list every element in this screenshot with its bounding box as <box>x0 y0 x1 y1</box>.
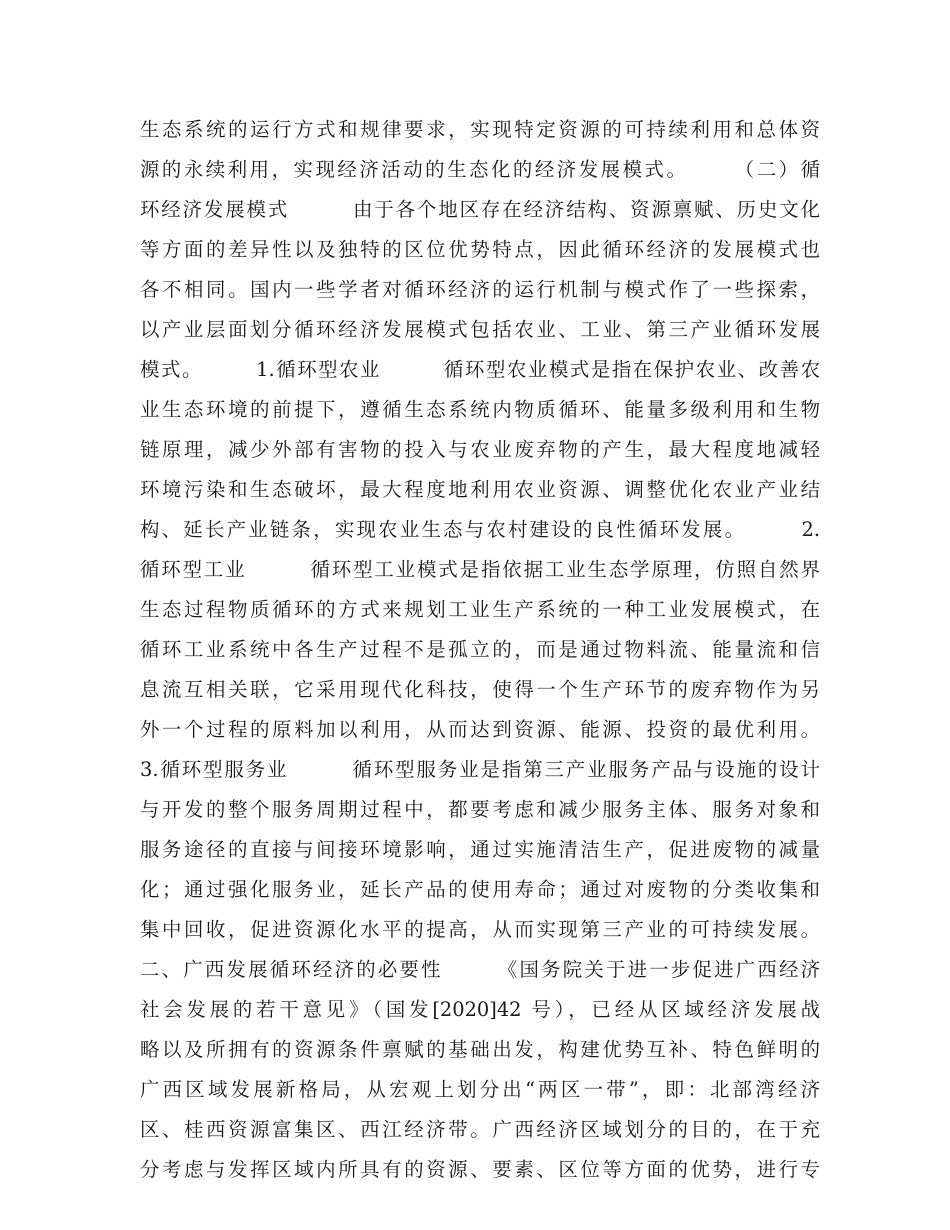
text-line: 分考虑与发挥区域内所具有的资源、要素、区位等方面的优势，进行专 <box>140 1158 820 1181</box>
text-line: 与开发的整个服务周期过程中，都要考虑和减少服务主体、服务对象和 <box>140 798 820 821</box>
text-line: 环经济发展模式 由于各个地区存在经济结构、资源禀赋、历史文化 <box>140 198 820 221</box>
text-line: 生态系统的运行方式和规律要求，实现特定资源的可持续利用和总体资 <box>140 118 820 141</box>
text-line: 略以及所拥有的资源条件禀赋的基础出发，构建优势互补、特色鲜明的 <box>140 1038 820 1061</box>
text-line: 等方面的差异性以及独特的区位优势特点，因此循环经济的发展模式也 <box>140 238 820 261</box>
text-line: 3.循环型服务业 循环型服务业是指第三产业服务产品与设施的设计 <box>140 758 820 781</box>
text-line: 模式。 1.循环型农业 循环型农业模式是指在保护农业、改善农 <box>140 358 820 381</box>
text-line: 构、延长产业链条，实现农业生态与农村建设的良性循环发展。 2. <box>140 518 820 541</box>
text-line: 服务途径的直接与间接环境影响，通过实施清洁生产，促进废物的减量 <box>140 838 820 861</box>
text-line: 各不相同。国内一些学者对循环经济的运行机制与模式作了一些探索， <box>140 278 820 301</box>
text-line: 源的永续利用，实现经济活动的生态化的经济发展模式。 （二）循 <box>140 158 820 181</box>
text-line: 业生态环境的前提下，遵循生态系统内物质循环、能量多级利用和生物 <box>140 398 820 421</box>
text-line: 广西区域发展新格局，从宏观上划分出“两区一带”，即：北部湾经济 <box>140 1078 820 1101</box>
text-line: 生态过程物质循环的方式来规划工业生产系统的一种工业发展模式，在 <box>140 598 820 621</box>
text-line: 外一个过程的原料加以利用，从而达到资源、能源、投资的最优利用。 <box>140 718 820 741</box>
text-line: 化；通过强化服务业，延长产品的使用寿命；通过对废物的分类收集和 <box>140 878 820 901</box>
text-line: 区、桂西资源富集区、西江经济带。广西经济区域划分的目的，在于充 <box>140 1118 820 1141</box>
text-line: 息流互相关联，它采用现代化科技，使得一个生产环节的废弃物作为另 <box>140 678 820 701</box>
text-line: 链原理，减少外部有害物的投入与农业废弃物的产生，最大程度地减轻 <box>140 438 820 461</box>
text-line: 以产业层面划分循环经济发展模式包括农业、工业、第三产业循环发展 <box>140 318 820 341</box>
body-text <box>140 110 820 1190</box>
text-line: 社会发展的若干意见》（国发[2020]42 号），已经从区域经济发展战 <box>140 998 820 1021</box>
text-line: 集中回收，促进资源化水平的提高，从而实现第三产业的可持续发展。 <box>140 918 820 941</box>
text-line: 二、广西发展循环经济的必要性 《国务院关于进一步促进广西经济 <box>140 958 820 981</box>
text-line: 循环型工业 循环型工业模式是指依据工业生态学原理，仿照自然界 <box>140 558 820 581</box>
text-line: 循环工业系统中各生产过程不是孤立的，而是通过物料流、能量流和信 <box>140 638 820 661</box>
text-line: 环境污染和生态破坏，最大程度地利用农业资源、调整优化农业产业结 <box>140 478 820 501</box>
